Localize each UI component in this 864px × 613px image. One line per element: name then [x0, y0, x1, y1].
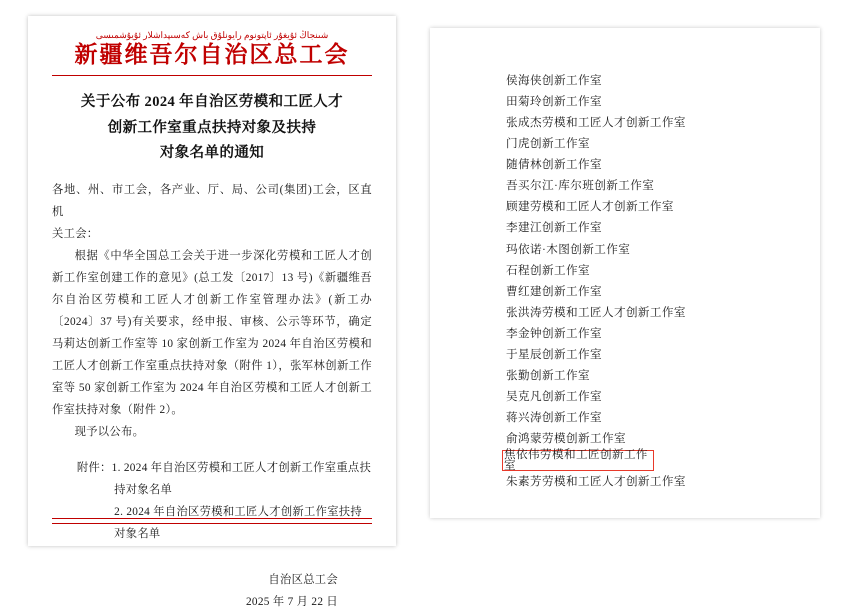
list-item: 侯海侠创新工作室: [506, 73, 602, 87]
list-item: 于星辰创新工作室: [506, 347, 602, 361]
list-item: 吾买尔江·库尔班创新工作室: [506, 179, 655, 193]
uyghur-header-text: شىنجاڭ ئۇيغۇر ئاپتونوم رايونلۇق باش كەسىپداشلار ئۇيۇشمىسى: [95, 30, 329, 40]
workstation-list-page: [430, 28, 820, 518]
list-item: 随倩林创新工作室: [506, 158, 602, 172]
salutation-line-1: 各地、州、市工会，各产业、厅、局、公司(集团)工会，区直机: [52, 183, 372, 218]
workstation-list: [504, 70, 804, 492]
list-item: 李金钟创新工作室: [506, 326, 602, 340]
footer-divider-line-2: [52, 523, 372, 524]
notice-content: [52, 30, 372, 613]
signature-organization: 自治区总工会: [268, 573, 338, 586]
page-title-line-2: 创新工作室重点扶持对象及扶持: [107, 119, 317, 136]
attachment-label: [77, 457, 372, 479]
signature-block: [52, 569, 372, 613]
header-divider: [52, 75, 372, 76]
signature-date: 2025 年 7 月 22 日: [245, 595, 338, 608]
document-body: [52, 179, 372, 443]
footer-divider: [52, 518, 372, 524]
notice-document-page: [28, 16, 396, 608]
list-item: 张洪涛劳模和工匠人才创新工作室: [506, 305, 686, 319]
page-title: [52, 90, 372, 166]
body-paragraph: 根据《中华全国总工会关于进一步深化劳模和工匠人才创新工作室创建工作的意见》(总工发〔2017〕13 号)《新疆维吾尔自治区劳模和工匠人才创新工作室管理办法》(新工办〔2024〕37 号)有关要求，经申报、审核、公示等环节，确定马莉达创新工作室等 10 家创新工作室为 2024 年自治区劳模和工匠人才创新工作室重点扶持对象（附件 1），张军林创新工作室等 50 家创新工作室为 2024 年自治区劳模和工匠人才创新工作室扶持对象（附件 2）。: [52, 249, 372, 416]
attachment-label-text: 附件：: [76, 461, 112, 474]
footer-divider-line-1: [52, 518, 372, 519]
list-item: 曹红建创新工作室: [506, 284, 602, 298]
page-title-line-1: 关于公布 2024 年自治区劳模和工匠人才: [80, 94, 344, 111]
list-item-highlighted: 焦依伟劳模和工匠创新工作室: [502, 450, 654, 471]
salutation-line-2: 关工会：: [52, 227, 99, 240]
list-item: 顾建劳模和工匠人才创新工作室: [506, 200, 674, 214]
list-item: 石程创新工作室: [506, 263, 590, 277]
list-item: 张成杰劳模和工匠人才创新工作室: [506, 115, 686, 129]
attachment-list: [52, 457, 372, 545]
body-closing: 现予以公布。: [74, 425, 145, 438]
list-item: 李建江创新工作室: [506, 221, 602, 235]
list-item: 玛依诺·木图创新工作室: [506, 242, 631, 256]
attachment-item-1-cont: 持对象名单: [114, 483, 173, 496]
list-item: 田菊玲创新工作室: [506, 94, 602, 108]
list-item: 朱素芳劳模和工匠人才创新工作室: [506, 474, 686, 488]
attachment-item-1: 1. 2024 年自治区劳模和工匠人才创新工作室重点扶: [111, 461, 372, 474]
list-item: 门虎创新工作室: [506, 137, 590, 151]
list-item: 俞鸿蒙劳模创新工作室: [506, 432, 626, 446]
issuing-organization-title: 新疆维吾尔自治区总工会: [74, 42, 350, 67]
list-item: 蒋兴涛创新工作室: [506, 411, 602, 425]
list-item: 张勤创新工作室: [506, 369, 590, 383]
attachment-item-2: 2. 2024 年自治区劳模和工匠人才创新工作室扶持对象名单: [114, 505, 363, 540]
page-title-line-3: 对象名单的通知: [159, 145, 265, 162]
list-item: 吴克凡创新工作室: [506, 390, 602, 404]
